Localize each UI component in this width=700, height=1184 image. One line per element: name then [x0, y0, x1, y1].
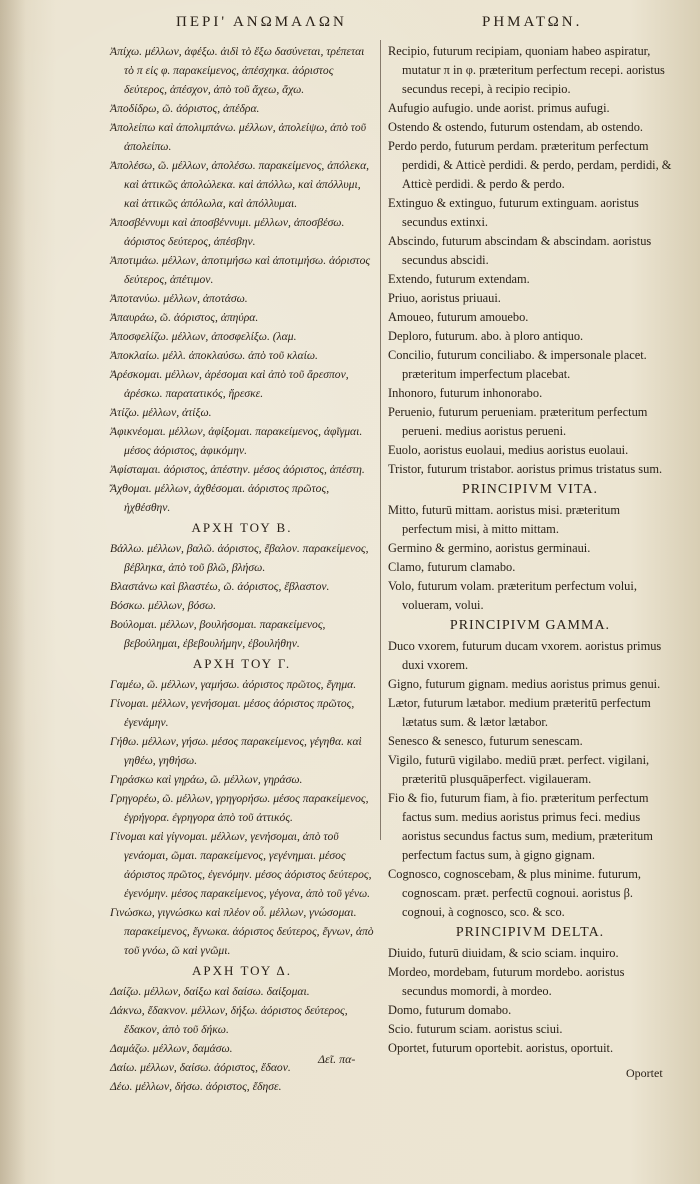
- lexicon-entry: Senesco & senesco, futurum senescam.: [388, 734, 583, 748]
- lexicon-entry: Domo, futurum domabo.: [388, 1003, 512, 1017]
- section-heading: PRINCIPIVM GAMMA.: [449, 618, 611, 633]
- lexicon-entry: Scio. futurum sciam. aoristus sciui.: [388, 1022, 563, 1036]
- lexicon-entry: Ἀποσφελίζω. μέλλων, ἀποσφελίξω. (λαμ.: [110, 330, 297, 343]
- lexicon-entry: Βάλλω. μέλλων, βαλῶ. ἀόριστος, ἔβαλον. παρακείμενος, βέβληκα, ἀπὸ τοῦ βλῶ, βλήσω.: [110, 542, 369, 574]
- lexicon-entry: Ostendo & ostendo, futurum ostendam, ab ostendo.: [388, 120, 644, 134]
- section-heading: ΑΡΧΗ ΤΟΥ Β.: [191, 520, 293, 535]
- lexicon-entry: Tristor, futurum tristabor. aoristus primus tristatus sum.: [388, 462, 663, 476]
- lexicon-entry: Ἀπολέσω, ῶ. μέλλων, ἀπολέσω. παρακείμενος, ἀπόλεκα, καὶ ἀττικῶς ἀπολώλεκα. καὶ ἀπόλλω, καὶ ἀπόλλυμι, καὶ ἀττικῶς ἀπόλωλα, καὶ ἀπόλλυμαι.: [110, 159, 370, 210]
- lexicon-entry: Ἀτίζω. μέλλων, ἀτίξω.: [110, 406, 212, 419]
- lexicon-entry: Βλαστάνω καὶ βλαστέω, ῶ. ἀόριστος, ἔβλαστον.: [110, 580, 330, 593]
- lexicon-entry: Duco vxorem, futurum ducam vxorem. aoristus primus duxi vxorem.: [388, 639, 662, 672]
- lexicon-entry: Βούλομαι. μέλλων, βουλήσομαι. παρακείμενος, βεβούλημαι, ἐβεβουλήμην, ἐβουλήθην.: [110, 618, 326, 650]
- running-head-left: ΠΕΡΙ' ΑΝΩΜΑΛΩΝ: [176, 14, 347, 30]
- lexicon-entry: Δέω. μέλλων, δήσω. ἀόριστος, ἔδησε.: [110, 1080, 282, 1093]
- lexicon-entry: Extendo, futurum extendam.: [388, 272, 530, 286]
- lexicon-entry: Perdo perdo, futurum perdam. præteritum perfectum perdidi, & Atticè perdidi. & perdo, perdam, perdidi, & Atticè perdidi. & perdo & perdo.: [388, 139, 672, 191]
- lexicon-entry: Γηράσκω καὶ γηράω, ῶ. μέλλων, γηράσω.: [110, 773, 303, 786]
- lexicon-entry: Cognosco, cognoscebam, & plus minime. futurum, cognoscam. præt. perfectū cognoui. aoristus β. cognoui, à cognosco, sco. & sco.: [388, 867, 641, 919]
- lexicon-entry: Mitto, futurū mittam. aoristus misi. præteritum perfectum misi, à mitto mittam.: [388, 503, 620, 536]
- section-heading: PRINCIPIVM VITA.: [462, 482, 598, 497]
- catchword-left: Δεῖ. πα-: [318, 1052, 356, 1066]
- lexicon-entry: Γρηγορέω, ῶ. μέλλων, γρηγορήσω. μέσος παρακείμενος, ἐγρήγορα. ἐγρηγορα ἀπὸ τοῦ ἀττικός.: [110, 792, 369, 824]
- lexicon-entry: Germino & germino, aoristus germinaui.: [388, 541, 591, 555]
- gutter-shadow: [0, 0, 26, 1184]
- catchword-right: Oportet: [626, 1066, 663, 1080]
- lexicon-entry: Γαμέω, ῶ. μέλλων, γαμήσω. ἀόριστος πρῶτος, ἔγημα.: [110, 678, 357, 691]
- lexicon-entry: Lætor, futurum lætabor. medium præteritū perfectum lætatus sum. & lætor lætabor.: [388, 696, 651, 729]
- lexicon-entry: Δαίω. μέλλων, δαίσω. ἀόριστος, ἔδαον.: [110, 1061, 291, 1074]
- lexicon-entry: Ἀποτανύω. μέλλων, ἀποτάσω.: [110, 292, 248, 305]
- greek-column: [110, 42, 374, 1096]
- column-rule: [380, 40, 381, 840]
- lexicon-entry: Γήθω. μέλλων, γήσω. μέσος παρακείμενος, γέγηθα. καὶ γηθέω, γηθήσω.: [110, 735, 362, 767]
- lexicon-entry: Abscindo, futurum abscindam & abscindam. aoristus secundus abscidi.: [388, 234, 652, 267]
- lexicon-entry: Volo, futurum volam. præteritum perfectum volui, volueram, volui.: [388, 579, 637, 612]
- lexicon-entry: Ἀποσβέννυμι καὶ ἀποσβέννυμι. μέλλων, ἀποσβέσω. ἀόριστος δεύτερος, ἀπέσβην.: [110, 216, 345, 248]
- lexicon-entry: Γινώσκω, γιγνώσκω καὶ πλέον οὖ. μέλλων, γνώσομαι. παρακείμενος, ἔγνωκα. ἀόριστος δεύτερος, ἔγνων, ἀπὸ τοῦ γνόω, ῶ καὶ γνῶμι.: [110, 906, 374, 957]
- section-heading: PRINCIPIVM DELTA.: [455, 925, 605, 940]
- lexicon-entry: Γίνομαι καὶ γίγνομαι. μέλλων, γενήσομαι, ἀπὸ τοῦ γενάομαι, ῶμαι. παρακείμενος, γεγένημαι. μέσος ἀόριστος πρῶτος, ἐγενόμην. μέσος ἀόριστος δεύτερος, ἐγενόμην. μέσος παρακείμενος, γέγονα, ἀπὸ τοῦ γένω.: [110, 830, 372, 900]
- running-head-right: ΡΗΜΑΤΩΝ.: [482, 14, 583, 30]
- lexicon-entry: Γίνομαι. μέλλων, γενήσομαι. μέσος ἀόριστος πρῶτος, ἐγενάμην.: [110, 697, 355, 729]
- lexicon-entry: Fio & fio, futurum fiam, à fio. præteritum perfectum factus sum. medius aoristus primus feci. medius aoristus secundus factus sum, medium, præteritum perfectum factus sum, à gigno gignam.: [388, 791, 653, 862]
- lexicon-entry: Ἀποδίδρω, ῶ. ἀόριστος, ἀπέδρα.: [110, 102, 260, 115]
- lexicon-entry: Gigno, futurum gignam. medius aoristus primus genui.: [388, 677, 661, 691]
- lexicon-entry: Clamo, futurum clamabo.: [388, 560, 516, 574]
- lexicon-entry: Ἀρέσκομαι. μέλλων, ἀρέσομαι καὶ ἀπὸ τοῦ ἄρεσπον, ἀρέσκω. παρατατικός, ἤρεσκε.: [110, 368, 349, 400]
- section-heading: ΑΡΧΗ ΤΟΥ Γ.: [192, 656, 292, 671]
- lexicon-entry: Concilio, futurum conciliabo. & impersonale placet. præteritum imperfectum placebat.: [388, 348, 647, 381]
- latin-column: [388, 42, 672, 1058]
- lexicon-entry: Aufugio aufugio. unde aorist. primus aufugi.: [388, 101, 610, 115]
- lexicon-entry: Diuido, futurū diuidam, & scio sciam. inquiro.: [388, 946, 619, 960]
- lexicon-entry: Ἀπολείπω καὶ ἀπολιμπάνω. μέλλων, ἀπολείψω, ἀπὸ τοῦ ἀπολείπω.: [110, 121, 367, 153]
- lexicon-entry: Deploro, futurum. abo. à ploro antiquo.: [388, 329, 584, 343]
- lexicon-entry: Δαίζω. μέλλων, δαίξω καὶ δαίσω. δαίξομαι.: [110, 985, 310, 998]
- running-head: [0, 10, 700, 34]
- lexicon-entry: Ἀποτιμάω. μέλλων, ἀποτιμήσω καὶ ἀποτιμήσω. ἀόριστος δεύτερος, ἀπέτιμον.: [110, 254, 371, 286]
- lexicon-entry: Vigilo, futurū vigilabo. mediū præt. perfect. vigilani, præteritū plusquāperfect. vigilaueram.: [388, 753, 650, 786]
- lexicon-entry: Euolo, aoristus euolaui, medius aoristus euolaui.: [388, 443, 629, 457]
- lexicon-entry: Δάκνω, ἔδακνον. μέλλων, δήξω. ἀόριστος δεύτερος, ἔδακον, ἀπὸ τοῦ δήκω.: [110, 1004, 348, 1036]
- lexicon-entry: Ἀπαυράω, ῶ. ἀόριστος, ἀπηύρα.: [110, 311, 259, 324]
- lexicon-entry: Recipio, futurum recipiam, quoniam habeo aspiratur, mutatur π in φ. præteritum perfectum recepi. aoristus secundus recepi, à recipio recipio.: [388, 44, 665, 96]
- lexicon-entry: Inhonoro, futurum inhonorabo.: [388, 386, 543, 400]
- lexicon-entry: Δαμάζω. μέλλων, δαμάσω.: [110, 1042, 233, 1055]
- lexicon-entry: Βόσκω. μέλλων, βόσω.: [110, 599, 217, 612]
- lexicon-entry: Oportet, futurum oportebit. aoristus, oportuit.: [388, 1041, 614, 1055]
- lexicon-entry: Ἀποκλαίω. μέλλ. ἀποκλαύσω. ἀπὸ τοῦ κλαίω.: [110, 349, 318, 362]
- lexicon-entry: Peruenio, futurum perueniam. præteritum perfectum perueni. medius aoristus perueni.: [388, 405, 648, 438]
- lexicon-entry: Ἀφικνέομαι. μέλλων, ἀφίξομαι. παρακείμενος, ἀφῖγμαι. μέσος ἀόριστος, ἀφικόμην.: [110, 425, 363, 457]
- lexicon-entry: Priuo, aoristus priuaui.: [388, 291, 501, 305]
- lexicon-entry: Mordeo, mordebam, futurum mordebo. aoristus secundus momordi, à mordeo.: [388, 965, 625, 998]
- lexicon-entry: Ἀφίσταμαι. ἀόριστος, ἀπέστην. μέσος ἀόριστος, ἀπέστη.: [110, 463, 365, 476]
- section-heading: ΑΡΧΗ ΤΟΥ Δ.: [192, 963, 292, 978]
- lexicon-entry: Amoueo, futurum amouebo.: [388, 310, 529, 324]
- lexicon-entry: Extinguo & extinguo, futurum extinguam. aoristus secundus extinxi.: [388, 196, 639, 229]
- lexicon-entry: Ἀπίχω. μέλλων, ἀφέξω. ἀιδὶ τὸ ἕξω δασύνεται, τρέπεται τὸ π εἰς φ. παρακείμενος, ἀπέσχηκα. ἀόριστος δεύτερος, ἀπέσχον, ἀπὸ τοῦ ἄχεω, ἄχω.: [110, 45, 365, 96]
- lexicon-entry: Ἄχθομαι. μέλλων, ἀχθέσομαι. ἀόριστος πρῶτος, ἠχθέσθην.: [110, 482, 330, 514]
